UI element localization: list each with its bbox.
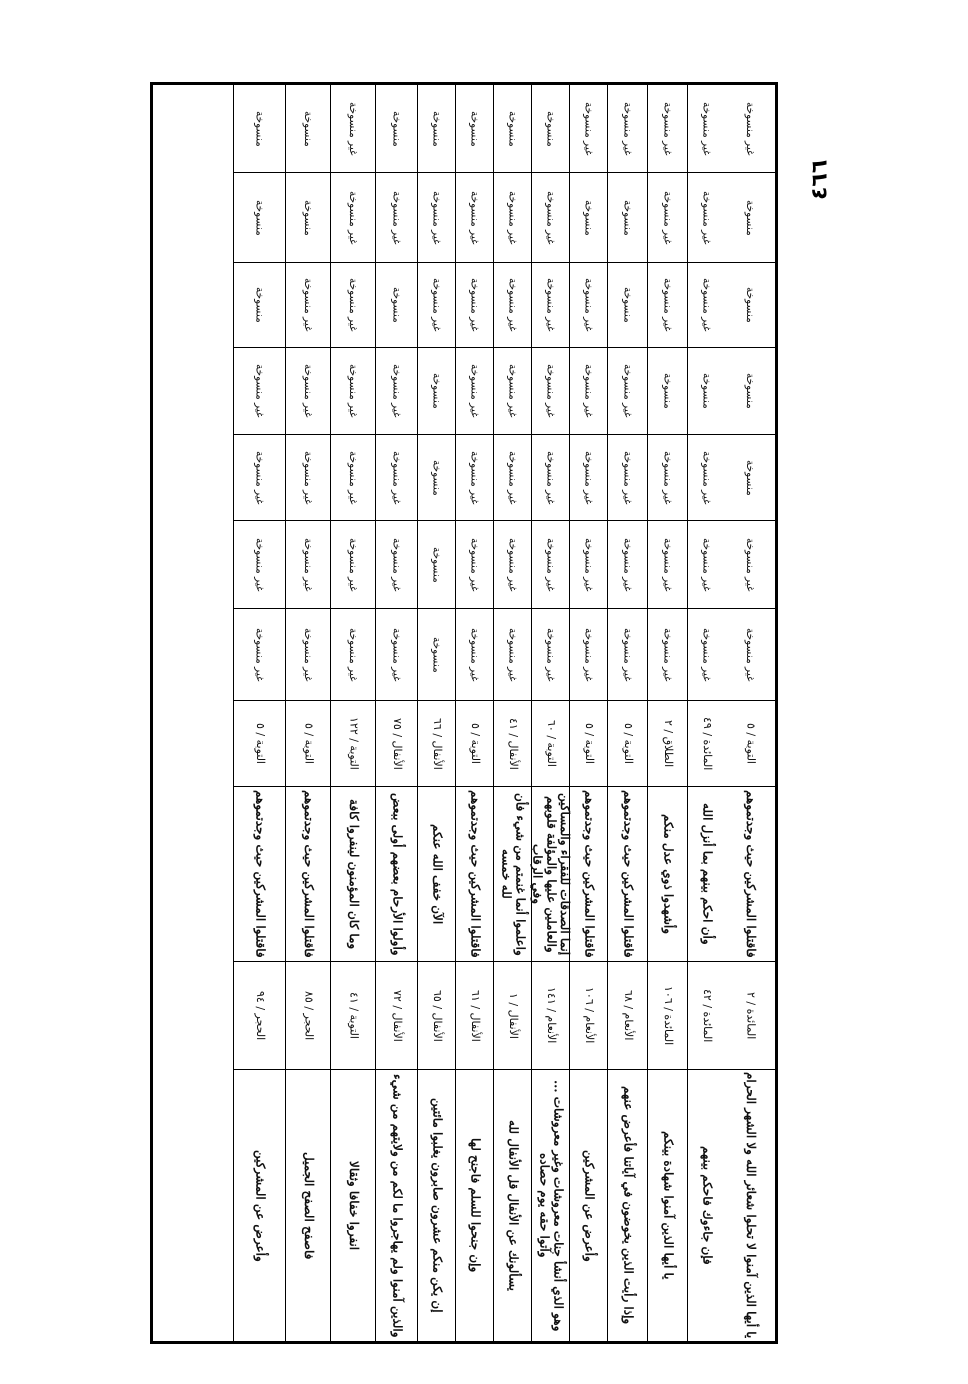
status-cell: منسوخة: [494, 85, 531, 173]
verse-reference: المائدة / ٤٢: [688, 962, 725, 1070]
verse-text: انفروا خفافا وثقالا: [346, 1160, 361, 1251]
status-cell: غير منسوخة: [648, 609, 687, 701]
status-cell: غير منسوخة: [570, 85, 607, 173]
status-cell: منسوخة: [725, 263, 775, 348]
abrogating-verse: وما كان المؤمنون لينفروا كافة: [331, 787, 375, 962]
abrogating-verse: فاقتلوا المشركين حيث وجدتموهم: [725, 787, 775, 962]
status-cell: غير منسوخة: [331, 85, 375, 173]
table-row: [569, 85, 607, 1341]
abrogating-verse: فاقتلوا المشركين حيث وجدتموهم: [570, 787, 607, 962]
status-cell: منسوخة: [725, 173, 775, 263]
abrogating-verse: وأولوا الأرحام بعضهم أولى ببعض: [376, 787, 417, 962]
status-cell: منسوخة: [418, 521, 455, 609]
verse-text: وهو الذي أنشأ جنات معروشات وغير معروشات ... وآتوا حقه يوم حصاده: [537, 1079, 566, 1332]
status-cell: غير منسوخة: [648, 263, 687, 348]
status-cell: غير منسوخة: [376, 348, 417, 435]
status-cell: منسوخة: [648, 348, 687, 435]
abrogating-reference: التوبة / ٥: [608, 701, 647, 787]
table-row: [530, 85, 573, 1341]
status-cell: منسوخة: [418, 348, 455, 435]
abrogating-reference: الأنفال / ٤١: [494, 701, 531, 787]
verse-text: وإن جنحوا للسلم فاجنح لها: [468, 1138, 483, 1273]
status-cell: غير منسوخة: [418, 173, 455, 263]
verse-reference: التوبة / ٤١: [331, 962, 375, 1070]
verse-reference: المائدة / ٢: [725, 962, 775, 1070]
status-cell: غير منسوخة: [532, 263, 569, 348]
verse-reference: الحجر / ٩٤: [234, 962, 285, 1070]
verse-reference: الحجر / ٨٥: [286, 962, 330, 1070]
verse-reference: الأنعام / ١٤١: [532, 962, 569, 1070]
status-cell: غير منسوخة: [234, 348, 285, 435]
status-cell: غير منسوخة: [570, 435, 607, 521]
status-cell: غير منسوخة: [608, 348, 647, 435]
status-cell: غير منسوخة: [418, 263, 455, 348]
status-cell: غير منسوخة: [376, 521, 417, 609]
table-row: [687, 85, 725, 1341]
status-cell: منسوخة: [376, 85, 417, 173]
verse-text: وأعرض عن المشركين: [582, 1149, 597, 1262]
table-row: [647, 85, 687, 1341]
status-cell: غير منسوخة: [608, 521, 647, 609]
status-cell: غير منسوخة: [331, 521, 375, 609]
status-cell: غير منسوخة: [648, 173, 687, 263]
status-cell: غير منسوخة: [234, 435, 285, 521]
abrogating-reference: التوبة / ٥: [725, 701, 775, 787]
status-cell: منسوخة: [418, 85, 455, 173]
abrogating-reference: المائدة / ٤٩: [688, 701, 725, 787]
abrogating-reference: التوبة / ٥: [286, 701, 330, 787]
table-row: [607, 85, 647, 1341]
status-cell: منسوخة: [725, 435, 775, 521]
verse-text: فإن جاءوك فاحكم بينهم: [700, 1146, 715, 1265]
abrogating-reference: الأنفال / ٦٦: [418, 701, 455, 787]
status-cell: غير منسوخة: [331, 435, 375, 521]
status-cell: غير منسوخة: [456, 263, 493, 348]
status-cell: غير منسوخة: [376, 435, 417, 521]
status-cell: غير منسوخة: [286, 263, 330, 348]
status-cell: غير منسوخة: [608, 609, 647, 701]
status-cell: غير منسوخة: [286, 609, 330, 701]
status-cell: غير منسوخة: [532, 173, 569, 263]
status-cell: غير منسوخة: [331, 609, 375, 701]
verse-text: يسألونك عن الأنفال قل الأنفال لله: [506, 1119, 521, 1291]
status-cell: غير منسوخة: [234, 609, 285, 701]
status-cell: غير منسوخة: [725, 85, 775, 173]
status-cell: غير منسوخة: [331, 173, 375, 263]
status-cell: منسوخة: [456, 85, 493, 173]
status-cell: غير منسوخة: [608, 85, 647, 173]
status-cell: غير منسوخة: [570, 348, 607, 435]
status-cell: منسوخة: [570, 173, 607, 263]
abrogating-reference: التوبة / ١٢٢: [331, 701, 375, 787]
abrogating-reference: التوبة / ٦٠: [532, 701, 569, 787]
abrogating-verse: فاقتلوا المشركين حيث وجدتموهم: [234, 787, 285, 962]
status-cell: غير منسوخة: [532, 521, 569, 609]
status-cell: غير منسوخة: [648, 521, 687, 609]
status-cell: غير منسوخة: [725, 521, 775, 609]
abrogating-reference: التوبة / ٥: [456, 701, 493, 787]
table-row: [417, 85, 455, 1341]
status-cell: غير منسوخة: [688, 173, 725, 263]
verse-text: يا أيها الذين آمنوا لا تحلوا شعائر الله ولا الشهر الحرام: [743, 1072, 758, 1339]
status-cell: منسوخة: [418, 609, 455, 701]
status-cell: غير منسوخة: [456, 609, 493, 701]
verse-reference: الأنفال / ٧٢: [376, 962, 417, 1070]
status-cell: منسوخة: [376, 263, 417, 348]
status-cell: غير منسوخة: [648, 85, 687, 173]
status-cell: غير منسوخة: [688, 609, 725, 701]
abrogating-verse: فاقتلوا المشركين حيث وجدتموهم: [286, 787, 330, 962]
status-cell: غير منسوخة: [570, 521, 607, 609]
status-cell: غير منسوخة: [376, 609, 417, 701]
status-cell: منسوخة: [286, 85, 330, 173]
status-cell: منسوخة: [725, 348, 775, 435]
abrogating-verse: واعلموا أنما غنمتم من شيء فأن لله خمسه: [494, 787, 531, 962]
status-cell: منسوخة: [234, 263, 285, 348]
abrogating-verse: فاقتلوا المشركين حيث وجدتموهم: [608, 787, 647, 962]
status-cell: منسوخة: [608, 173, 647, 263]
status-cell: غير منسوخة: [532, 435, 569, 521]
abrogating-reference: الطلاق / ٢: [648, 701, 687, 787]
status-cell: غير منسوخة: [456, 435, 493, 521]
table-row: [725, 85, 775, 1341]
status-cell: غير منسوخة: [456, 173, 493, 263]
status-cell: غير منسوخة: [570, 263, 607, 348]
status-cell: غير منسوخة: [456, 348, 493, 435]
status-cell: منسوخة: [234, 85, 285, 173]
verse-reference: الأنعام / ٦٨: [608, 962, 647, 1070]
status-cell: غير منسوخة: [648, 435, 687, 521]
status-cell: غير منسوخة: [286, 521, 330, 609]
abrogating-verse: وأن احكم بينهم بما أنزل الله: [688, 787, 725, 962]
table-row: [330, 85, 375, 1341]
table-row: [233, 85, 285, 1341]
abrogation-table: [150, 82, 778, 1344]
status-cell: غير منسوخة: [286, 348, 330, 435]
status-cell: غير منسوخة: [494, 521, 531, 609]
abrogating-verse: فاقتلوا المشركين حيث وجدتموهم: [456, 787, 493, 962]
status-cell: غير منسوخة: [532, 348, 569, 435]
verse-reference: الأنعام / ١٠٦: [570, 962, 607, 1070]
page-number: ٤٦٦: [807, 159, 833, 201]
verse-reference: المائدة / ١٠٦: [648, 962, 687, 1070]
status-cell: غير منسوخة: [234, 521, 285, 609]
status-cell: منسوخة: [532, 85, 569, 173]
status-cell: منسوخة: [286, 173, 330, 263]
status-cell: منسوخة: [688, 348, 725, 435]
verse-reference: الأنفال / ٦١: [456, 962, 493, 1070]
verse-text: فاصفح الصفح الجميل: [301, 1151, 316, 1260]
status-cell: غير منسوخة: [456, 521, 493, 609]
status-cell: غير منسوخة: [494, 609, 531, 701]
verse-text: وإذا رأيت الذين يخوضون في آياتنا فأعرض عنهم: [621, 1086, 636, 1325]
abrogating-verse: الآن خفف الله عنكم: [418, 787, 455, 962]
abrogating-verse: وأشهدوا ذوي عدل منكم: [648, 787, 687, 962]
verse-reference: الأنفال / ١: [494, 962, 531, 1070]
table-row: [285, 85, 330, 1341]
verse-text: إن يكن منكم عشرون صابرون يغلبوا مائتين: [430, 1098, 445, 1313]
status-cell: منسوخة: [234, 173, 285, 263]
status-cell: غير منسوخة: [608, 435, 647, 521]
status-cell: غير منسوخة: [494, 435, 531, 521]
status-cell: غير منسوخة: [331, 263, 375, 348]
status-cell: غير منسوخة: [331, 348, 375, 435]
status-cell: غير منسوخة: [688, 521, 725, 609]
abrogating-reference: التوبة / ٥: [570, 701, 607, 787]
status-cell: منسوخة: [608, 263, 647, 348]
verse-text: وأعرض عن المشركين: [253, 1149, 268, 1262]
verse-text: والذين آمنوا ولم يهاجروا ما لكم من ولايتهم من شيء: [390, 1073, 405, 1338]
table-row: [493, 85, 531, 1341]
status-cell: غير منسوخة: [688, 435, 725, 521]
status-cell: غير منسوخة: [376, 173, 417, 263]
status-cell: غير منسوخة: [570, 609, 607, 701]
status-cell: غير منسوخة: [494, 173, 531, 263]
status-cell: غير منسوخة: [688, 85, 725, 173]
table-row: [375, 85, 417, 1341]
abrogating-reference: الأنفال / ٧٥: [376, 701, 417, 787]
verse-text: يا أيها الذين آمنوا شهادة بينكم: [661, 1131, 676, 1280]
status-cell: غير منسوخة: [725, 609, 775, 701]
status-cell: غير منسوخة: [494, 348, 531, 435]
status-cell: غير منسوخة: [688, 263, 725, 348]
table-row: [455, 85, 493, 1341]
abrogating-verse: إنما الصدقات للفقراء والمساكين والعاملين عليها والمؤلفة قلوبهم وفي الرقاب: [532, 787, 569, 962]
status-cell: منسوخة: [418, 435, 455, 521]
verse-reference: الأنفال / ٦٥: [418, 962, 455, 1070]
abrogating-reference: التوبة / ٥: [234, 701, 285, 787]
status-cell: غير منسوخة: [532, 609, 569, 701]
status-cell: غير منسوخة: [286, 435, 330, 521]
status-cell: غير منسوخة: [494, 263, 531, 348]
